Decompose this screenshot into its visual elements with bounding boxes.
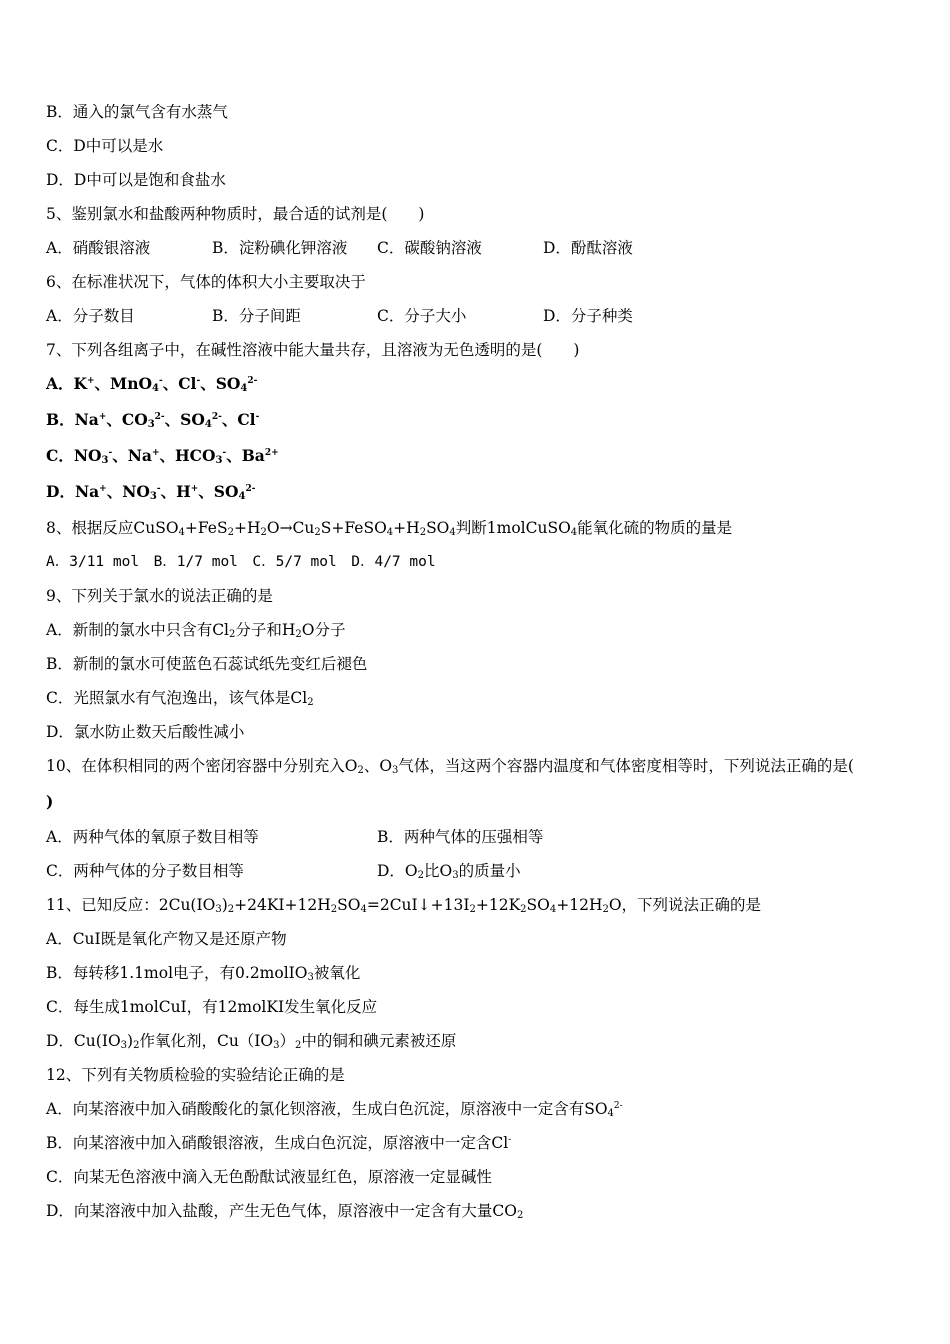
q8-part: SO [426,519,450,537]
q7-c-sub: 3 [215,455,223,466]
q12-option-a [46,1099,623,1119]
q7-d-sup: + [190,484,199,494]
q10-cont-text: ) [46,792,54,811]
q6-option-c: C．分子大小 [377,307,467,325]
q11-sub: 4 [360,904,367,915]
q10-part: 气体，当这两个容器内温度和气体密度相等时，下列说法正确的是( [398,757,854,775]
q6-option-d: D．分子种类 [543,307,633,325]
q7-d-part: D．Na [46,482,100,501]
q7-b-part: 、Cl [221,410,256,429]
q11-sub: 2 [469,904,476,915]
q11-d-part: ） [279,1032,296,1050]
q11-option-a-text: A．CuI既是氧化产物又是还原产物 [46,930,287,948]
q8-part: 能氧化硫的物质的量是 [577,519,733,537]
q7-b-part: 、CO [106,410,148,429]
q7-b-sub: 4 [204,419,212,430]
q7-option-b [46,410,259,430]
q7-c-part: C．NO [46,446,102,465]
q6-options [46,306,633,326]
q6-option-b: B．分子间距 [212,307,301,325]
q8-part: +FeS [184,519,228,537]
q12-stem [46,1065,345,1085]
q11-sub: 3 [215,904,222,915]
q10-sub: 3 [392,765,399,776]
q5-option-a: A．硝酸银溶液 [46,239,151,257]
q8-options-text: A．3/11 mol B．1/7 mol C．5/7 mol D．4/7 mol [46,554,436,570]
q9-option-d [46,722,244,742]
q11-part: +12K [475,896,521,914]
q7-b-sup: + [98,412,107,422]
q5-stem-text: 5、鉴别氯水和盐酸两种物质时，最合适的试剂是( ) [46,205,425,223]
q7-c-sup: 2+ [264,448,279,458]
q11-part: O，下列说法正确的是 [608,896,762,914]
q7-a-sup: + [87,376,95,386]
q4-option-d-text: D．D中可以是饱和食盐水 [46,171,226,189]
q11-d-part: ) [127,1032,134,1050]
q7-a-sup: - [158,376,163,386]
q8-part: 8、根据反应CuSO [46,519,179,537]
q8-sub: 2 [227,527,234,538]
q7-b-part: B．Na [46,410,99,429]
q11-sub: 2 [330,904,338,915]
q8-sub: 4 [449,527,456,538]
q5-option-c: C．碳酸钠溶液 [377,239,482,257]
q4-option-b-text: B．通入的氯气含有水蒸气 [46,103,228,121]
q7-a-part: 、MnO [94,374,152,393]
q4-option-c [46,136,163,156]
q7-a-part: 、SO [200,374,241,393]
q7-a-part: A．K [46,374,87,393]
q7-c-sup: - [108,448,113,458]
q12-b-sup: - [508,1135,512,1145]
q10-stem [46,756,854,776]
q7-b-sup: - [255,412,260,422]
q9-a-part: O分子 [301,621,346,639]
q7-c-part: 、Na [112,446,152,465]
q11-d-part: D．Cu(IO [46,1032,121,1050]
q12-d-part: D．向某溶液中加入盐酸，产生无色气体，原溶液中一定含有大量CO [46,1202,517,1220]
q7-c-sup: + [151,448,160,458]
q11-option-b [46,963,360,983]
q11-d-sub: 2 [295,1040,302,1051]
q11-d-sub: 2 [133,1040,140,1051]
q11-part: ) [221,896,228,914]
q8-sub: 2 [314,527,321,538]
q11-d-sub: 3 [120,1040,128,1051]
q12-option-d [46,1201,523,1221]
q8-part: +H [233,519,261,537]
q11-sub: 2 [520,904,527,915]
q11-part: +24KI+12H [234,896,331,914]
q11-option-c [46,997,377,1017]
q5-options [46,238,633,258]
q6-stem-text: 6、在标准状况下，气体的体积大小主要取决于 [46,273,366,291]
q7-c-part: 、Ba [226,446,265,465]
q11-d-sub: 3 [273,1040,280,1051]
q4-option-b [46,102,228,122]
q7-c-sub: 3 [101,455,109,466]
q11-part: =2CuI↓+13I [366,896,470,914]
q10-d-part: 的质量小 [458,862,521,880]
q11-b-part: B．每转移1.1mol电子，有0.2molIO [46,964,308,982]
q8-sub: 2 [419,527,427,538]
q7-a-sup: 2- [247,376,258,386]
q8-part: +H [393,519,420,537]
q10-part: 10、在体积相同的两个密闭容器中分别充入O [46,757,358,775]
q11-sub: 4 [549,904,557,915]
q10-d-sub: 3 [452,870,459,881]
q10-option-a: A．两种气体的氧原子数目相等 [46,828,259,846]
q7-a-sup: - [196,376,201,386]
q7-stem [46,340,579,360]
q10-option-d [377,861,521,881]
q7-a-sub: 4 [240,383,248,394]
q7-a-part: 、Cl [162,374,197,393]
q10-d-sub: 2 [417,870,425,881]
q4-option-c-text: C．D中可以是水 [46,137,164,155]
q8-sub: 4 [178,527,185,538]
q9-option-a [46,620,346,640]
q9-a-sub: 2 [229,629,236,640]
q9-option-b-text: B．新制的氯水可使蓝色石蕊试纸先变红后褪色 [46,655,368,673]
q5-option-b: B．淀粉碘化钾溶液 [212,239,348,257]
q6-stem [46,272,366,292]
q12-option-b [46,1133,511,1153]
q7-c-sup: - [222,448,227,458]
q7-d-sup: 2- [245,484,256,494]
q10-d-part: D．O [377,862,418,880]
q7-c-part: 、HCO [159,446,216,465]
q12-b-part: B．向某溶液中加入硝酸银溶液，生成白色沉淀，原溶液中一定含Cl [46,1134,509,1152]
q8-part: O→Cu [266,519,315,537]
q8-sub: 2 [260,527,267,538]
q12-d-sub: 2 [517,1210,524,1221]
q11-option-a [46,929,287,949]
q11-option-c-text: C．每生成1molCuI，有12molKI发生氧化反应 [46,998,378,1016]
q7-d-sub: 4 [238,491,246,502]
q5-option-d: D．酚酞溶液 [543,239,633,257]
q10-part: 、O [363,757,393,775]
q10-option-b: B．两种气体的压强相等 [377,828,544,846]
q7-a-sub: 4 [151,383,159,394]
q11-option-d [46,1031,456,1051]
q10-options-row2 [46,861,521,881]
q10-stem-cont [46,792,53,812]
q7-d-sup: + [99,484,107,494]
q7-option-d [46,482,255,502]
q7-d-part: 、SO [198,482,239,501]
q11-part: SO [526,896,550,914]
q11-b-part: 被氧化 [313,964,361,982]
q9-c-part: C．光照氯水有气泡逸出，该气体是Cl [46,689,308,707]
q9-option-d-text: D．氯水防止数天后酸性减小 [46,723,245,741]
q9-stem-text: 9、下列关于氯水的说法正确的是 [46,587,273,605]
q7-b-sup: 2- [154,412,165,422]
q12-stem-text: 12、下列有关物质检验的实验结论正确的是 [46,1066,345,1084]
q12-a-part: A．向某溶液中加入硝酸酸化的氯化钡溶液，生成白色沉淀，原溶液中一定含有SO [46,1100,608,1118]
q10-d-part: 比O [424,862,453,880]
q7-b-part: 、SO [164,410,205,429]
q4-option-d [46,170,226,190]
q9-a-part: A．新制的氯水中只含有Cl [46,621,230,639]
q7-d-sup: - [156,484,161,494]
q8-part: S+FeSO [320,519,387,537]
q7-d-part: 、H [160,482,191,501]
q12-a-sub: 4 [607,1108,614,1119]
q7-d-sub: 3 [149,491,157,502]
q11-sub: 2 [602,904,609,915]
q5-stem [46,204,424,224]
q8-options [46,552,436,572]
q7-d-part: 、NO [106,482,150,501]
q9-c-sub: 2 [307,697,314,708]
q11-part: +12H [556,896,603,914]
q7-b-sub: 3 [147,419,155,430]
q11-sub: 2 [227,904,235,915]
q9-option-b [46,654,367,674]
q11-d-part: 中的铜和碘元素被还原 [301,1032,457,1050]
q12-option-c [46,1167,492,1187]
q9-option-c [46,688,314,708]
q11-part: 11、已知反应：2Cu(IO [46,896,216,914]
q7-option-a [46,374,257,394]
q8-sub: 4 [570,527,578,538]
q10-option-c: C．两种气体的分子数目相等 [46,862,244,880]
q8-stem [46,518,732,538]
q7-stem-text: 7、下列各组离子中，在碱性溶液中能大量共存，且溶液为无色透明的是( ) [46,341,580,359]
q12-option-c-text: C．向某无色溶液中滴入无色酚酞试液显红色，原溶液一定显碱性 [46,1168,492,1186]
q10-options-row1 [46,827,543,847]
q7-option-c [46,446,279,466]
q11-b-sub: 3 [307,972,314,983]
q8-part: 判断1molCuSO [455,519,571,537]
q7-b-sup: 2- [211,412,222,422]
q9-a-sub: 2 [295,629,302,640]
q11-part: SO [337,896,361,914]
q8-sub: 4 [386,527,394,538]
q9-stem [46,586,273,606]
q11-d-part: 作氧化剂，Cu（IO [139,1032,274,1050]
q12-a-sup: 2- [613,1101,623,1111]
q10-sub: 2 [357,765,364,776]
q11-stem [46,895,761,915]
q9-a-part: 分子和H [235,621,296,639]
q6-option-a: A．分子数目 [46,307,135,325]
